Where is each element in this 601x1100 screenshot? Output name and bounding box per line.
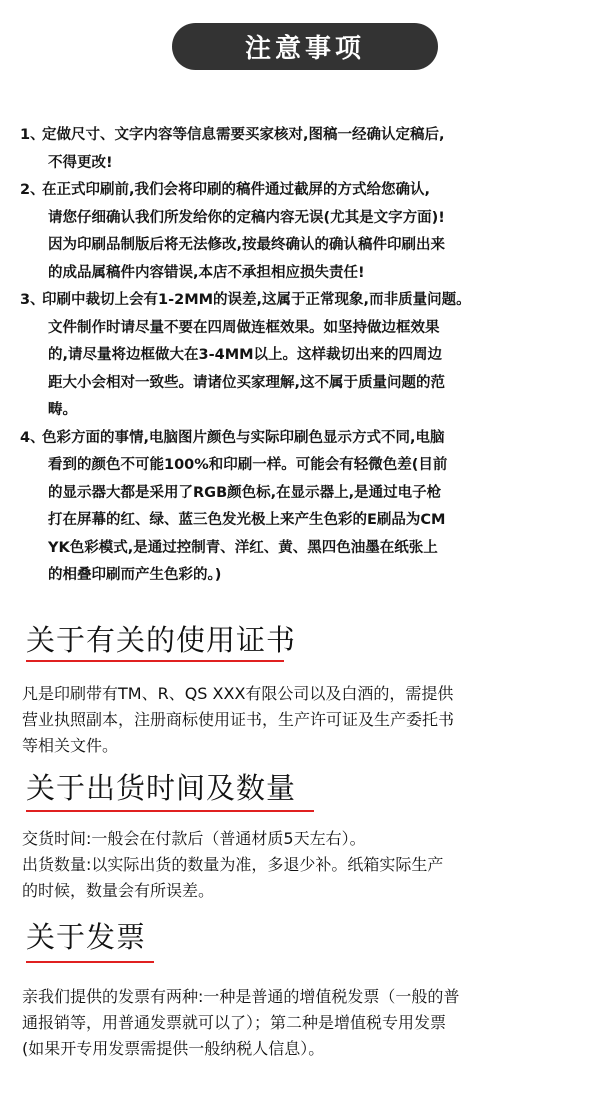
heading-underline [26,810,314,812]
section-body-shipping [22,826,592,904]
notice-text: 色彩方面的事情,电脑图片颜色与实际印刷色显示方式不同,电脑 [42,429,445,446]
notice-text: 印刷中裁切上会有1-2MM的误差,这属于正常现象,而非质量问题。 [42,292,471,308]
heading-underline [26,961,154,963]
notice-text: 看到的颜色不可能100%和印刷一样。可能会有轻微色差(目前 [48,457,448,473]
notice-text: 在正式印刷前,我们会将印刷的稿件通过截屏的方式给您确认, [42,182,431,198]
notice-text: 距大小会相对一致些。请诸位买家理解,这不属于质量问题的范 [48,374,446,391]
body-line: 凡是印刷带有TM、R、QS XXX有限公司以及白酒的，需提供 [22,684,454,703]
body-line: (如果开专用发票需提供一般纳税人信息）。 [22,1039,325,1058]
section-heading-certificates: 关于有关的使用证书 [26,623,297,657]
notice-number: 4、 [20,429,45,446]
body-line: 通报销等，用普通发票就可以了）；第二种是增值税专用发票 [22,1013,447,1032]
notice-text: 的,请尽量将边框做大在3-4MM以上。这样裁切出来的四周边 [48,347,443,363]
section-body-certificates [22,681,592,759]
section-heading-invoice: 关于发票 [26,920,147,954]
notice-text: 文件制作时请尽量不要在四周做连框效果。如坚持做边框效果 [48,319,440,336]
notice-list [20,122,592,590]
notice-number: 1、 [20,127,45,143]
body-line: 等相关文件。 [22,736,119,755]
notice-number: 2、 [20,182,45,198]
notice-text: 的成品属稿件内容错误,本店不承担相应损失责任! [48,264,365,281]
notice-text: 请您仔细确认我们所发给你的定稿内容无误(尤其是文字方面)! [48,209,445,226]
notice-text: 的显示器大都是采用了RGB颜色标,在显示器上,是通过电子枪 [48,484,442,501]
notice-text: 因为印刷品制版后将无法修改,按最终确认的确认稿件印刷出来 [48,237,446,253]
notice-item-1 [20,122,592,177]
heading-underline [26,660,284,662]
notice-text: 定做尺寸、文字内容等信息需要买家核对,图稿一经确认定稿后, [42,127,445,143]
body-line: 营业执照副本，注册商标使用证书，生产许可证及生产委托书 [22,710,455,729]
notice-text: YK色彩模式,是通过控制青、洋红、黄、黑四色油墨在纸张上 [48,539,438,556]
body-line: 交货时间:一般会在付款后（普通材质5天左右）。 [22,829,366,848]
notice-text: 打在屏幕的红、绿、蓝三色发光极上来产生色彩的E刷品为CM [48,512,446,528]
section-body-invoice [22,984,592,1062]
page-title: 注意事项 [244,34,365,64]
notice-item-2 [20,177,592,287]
notice-text: 畴。 [48,402,77,418]
body-line: 出货数量:以实际出货的数量为准，多退少补。纸箱实际生产 [22,855,444,874]
notice-item-4 [20,425,592,590]
notice-text: 的相叠印刷而产生色彩的。) [48,567,222,583]
notice-number: 3、 [20,292,45,308]
section-heading-shipping: 关于出货时间及数量 [26,771,297,805]
body-line: 亲我们提供的发票有两种:一种是普通的增值税发票（一般的普 [22,987,460,1006]
page-title-banner [172,23,438,70]
body-line: 的时候，数量会有所误差。 [22,881,215,900]
notice-item-3 [20,287,592,425]
notice-text: 不得更改! [48,154,113,171]
